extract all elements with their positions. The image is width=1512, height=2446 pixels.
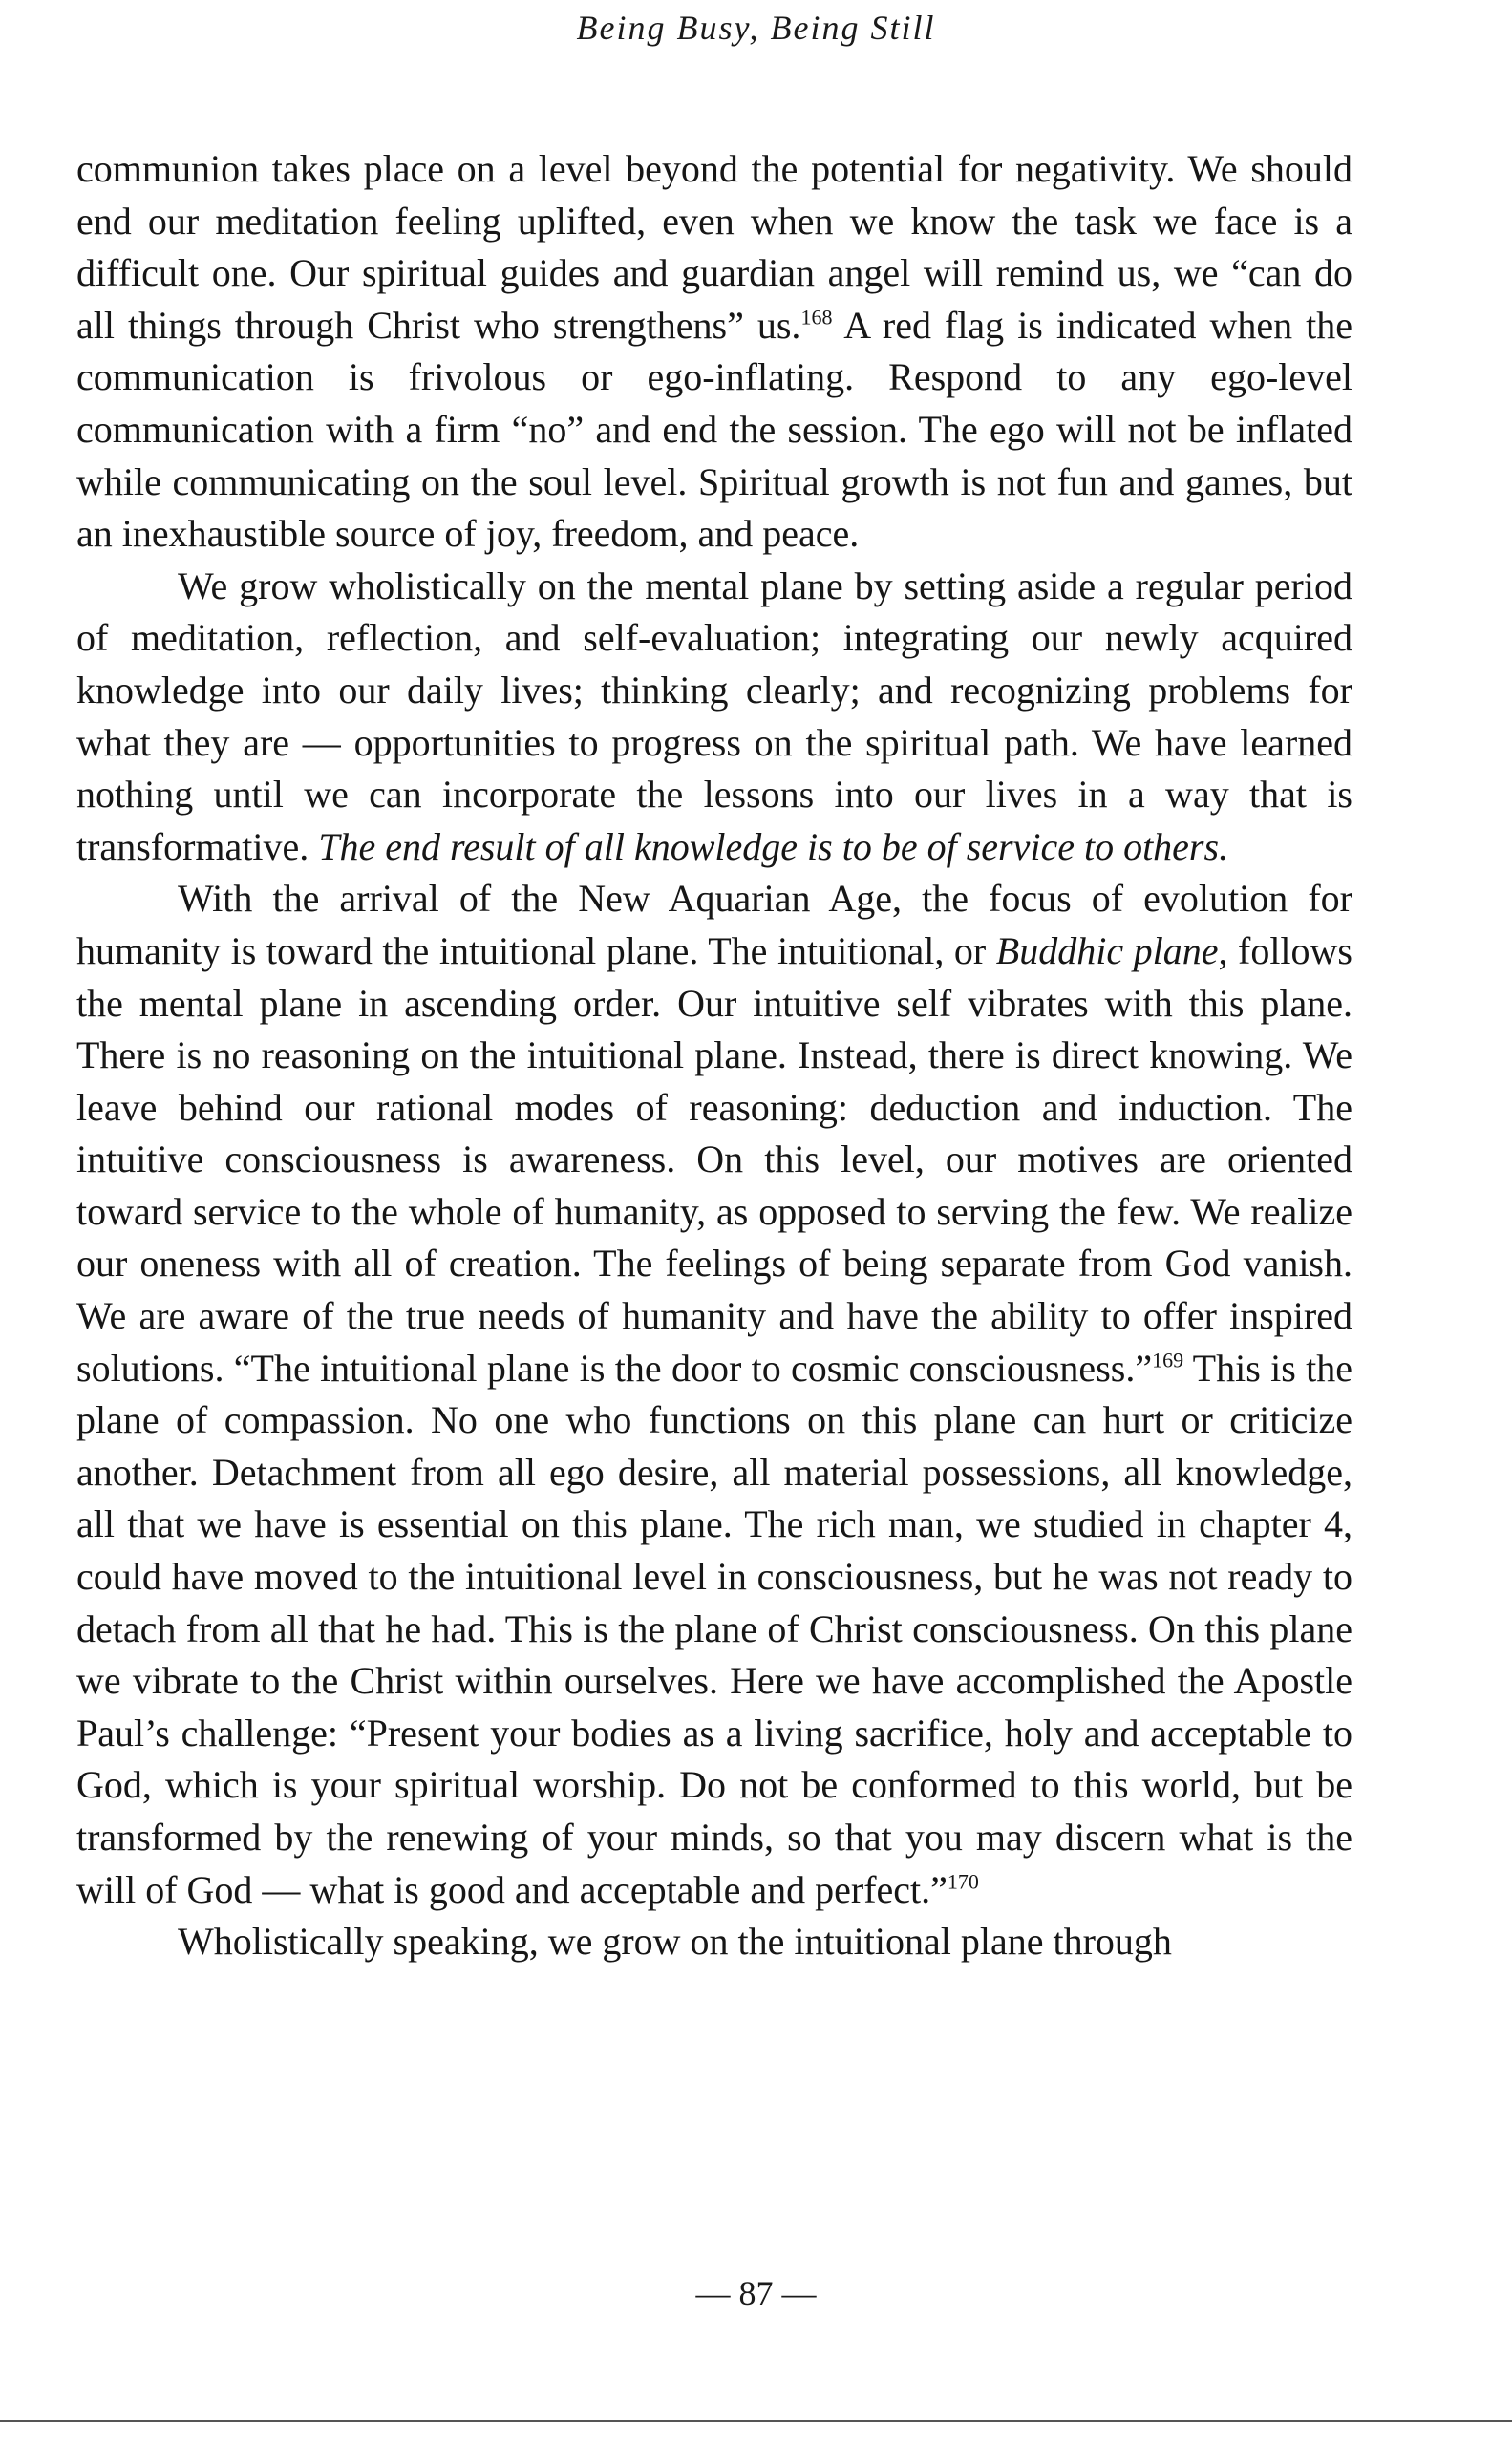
footnote-ref-170: 170 [947,1869,979,1894]
paragraph-3-text-c: This is the plane of compassion. No one who functions on this plane can hurt or criticize another. Detachment from all ego desire, all material possessions, all knowledge, all that we have is essential on this plane. The rich man, we studied in chapter 4, could have moved to the intuitional level in consciousness, but he was not ready to detach from all that he had. This is the plane of Christ consciousness. On this plane we vibrate to the Christ within ourselves. Here we have accomplished the Apostle Paul’s challenge: “Present your bodies as a living sacrifice, holy and acceptable to God, which is your spiritual worship. Do not be conformed to this world, but be transformed by the renewing of your minds, so that you may discern what is the will of God — what is good and acceptable and perfect.” [76,1346,1352,1911]
paragraph-4-text: Wholistically speaking, we grow on the intuitional plane through [178,1920,1172,1964]
body-text [76,143,1352,1968]
paragraph-1-text-a: communion takes place on a level beyond the potential for negativity. We should end our meditation feeling uplifted, even when we know the task we face is a difficult one. Our spiritual guides and guardian angel will remind us, we “can do all things through Christ who strengthens” us. [76,147,1352,347]
paragraph-2-emphasis: The end result of all knowledge is to be of service to others. [318,824,1229,868]
paragraph-3-text-b: , follows the mental plane in ascending order. Our intuitive self vibrates with this plane. There is no reasoning on the intuitional plane. Instead, there is direct knowing. We leave behind our rational modes of reasoning: deduction and induction. The intuitive consciousness is awareness. On this level, our motives are oriented toward service to the whole of humanity, as opposed to serving the few. We realize our oneness with all of creation. The feelings of being separate from God vanish. We are aware of the true needs of humanity and have the ability to offer inspired solutions. “The intuitional plane is the door to cosmic consciousness.” [76,928,1352,1390]
running-head: Being Busy, Being Still [576,9,936,47]
bottom-rule [0,2420,1512,2422]
paragraph-4 [76,1916,1352,1968]
paragraph-2-text: We grow wholistically on the mental plane by setting aside a regular period of meditation, reflection, and self-evaluation; integrating our newly acquired knowledge into our daily lives; thinking clearly; and recognizing problems for what they are — opportunities to progress on the spiritual path. We have learned nothing until we can incorporate the lessons into our lives in a way that is transformative. [76,564,1352,868]
paragraph-3 [76,873,1352,1916]
paragraph-3-text-a: With the arrival of the New Aquarian Age, the focus of evolution for humanity is toward the intuitional plane. The intuitional, or [76,877,1352,972]
paragraph-2 [76,561,1352,874]
footnote-ref-168: 168 [800,305,833,330]
page-number: — 87 — [695,2274,817,2312]
paragraph-3-term: Buddhic plane [995,928,1219,972]
paragraph-1-text-b: A red flag is indicated when the communication is frivolous or ego-inflating. Respond to any ego-level communication with a firm “no” and end the session. The ego will not be inflated while communicating on the soul level. Spiritual growth is not fun and games, but an inexhaustible source of joy, freedom, and peace. [76,303,1352,556]
paragraph-1 [76,143,1352,561]
footnote-ref-169: 169 [1152,1348,1184,1372]
